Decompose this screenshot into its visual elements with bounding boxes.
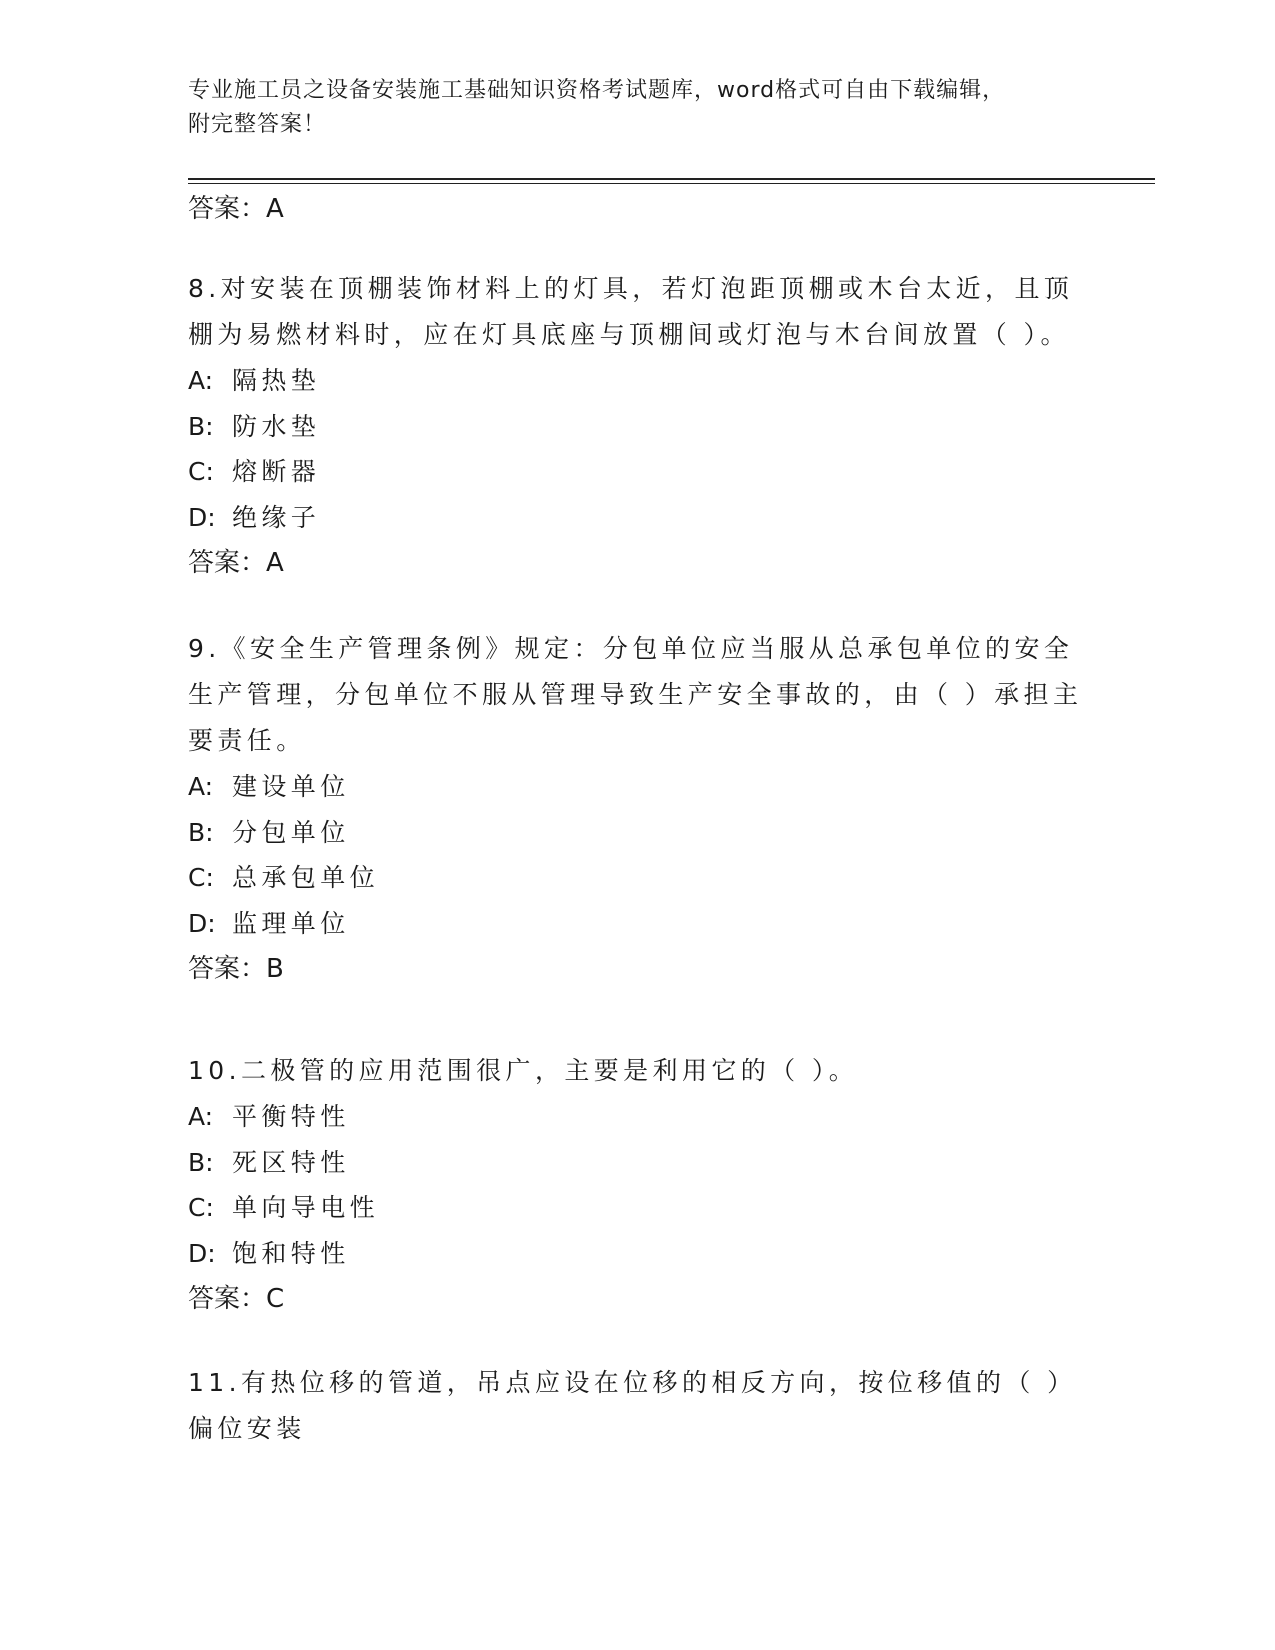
option-letter: D:: [188, 502, 216, 532]
option-text: 平衡特性: [232, 1102, 350, 1131]
header-line-1: 专业施工员之设备安装施工基础知识资格考试题库，word格式可自由下载编辑，: [188, 78, 1006, 103]
option-text: 绝缘子: [232, 502, 321, 532]
header-divider-thin: [188, 183, 1155, 184]
option-text: 监理单位: [232, 908, 350, 938]
option-letter: C:: [188, 457, 214, 486]
option-text: 饱和特性: [232, 1238, 350, 1268]
option-d: [188, 495, 1088, 541]
question-8: [188, 266, 1088, 586]
answer-label: 答案：A: [188, 194, 284, 224]
option-b: [188, 1140, 1088, 1186]
option-letter: D:: [188, 1238, 216, 1268]
previous-answer-block: [188, 186, 1088, 232]
option-letter: A:: [188, 1102, 214, 1131]
option-b: [188, 810, 1088, 856]
question-9: [188, 626, 1088, 992]
option-c: [188, 1185, 1088, 1231]
option-text: 熔断器: [232, 457, 321, 486]
question-10: [188, 1048, 1088, 1322]
question-stem: 10.二极管的应用范围很广，主要是利用它的（ ）。: [188, 1056, 859, 1085]
option-b: [188, 404, 1088, 450]
option-letter: C:: [188, 1193, 214, 1222]
option-letter: A:: [188, 366, 214, 395]
option-text: 分包单位: [232, 817, 350, 847]
option-text: 隔热垫: [232, 366, 321, 395]
option-letter: B:: [188, 817, 214, 847]
question-stem: 9.《安全生产管理条例》规定：分包单位应当服从总承包单位的安全生产管理，分包单位不服从管理导致生产安全事故的，由（ ）承担主要责任。: [188, 634, 1083, 755]
option-text: 单向导电性: [232, 1193, 380, 1222]
question-stem: 8.对安装在顶棚装饰材料上的灯具，若灯泡距顶棚或木台太近，且顶棚为易燃材料时，应在灯具底座与顶棚间或灯泡与木台间放置（ ）。: [188, 274, 1074, 349]
option-letter: D:: [188, 908, 216, 938]
question-stem: 11.有热位移的管道，吊点应设在位移的相反方向，按位移值的（ ）偏位安装: [188, 1368, 1077, 1443]
answer-label: 答案：B: [188, 954, 284, 984]
answer-label: 答案：C: [188, 1284, 285, 1314]
option-text: 总承包单位: [232, 863, 380, 892]
option-a: [188, 764, 1088, 810]
option-letter: B:: [188, 1147, 214, 1177]
option-a: [188, 1094, 1088, 1140]
header-line-2: 附完整答案！: [188, 112, 327, 137]
option-letter: C:: [188, 863, 214, 892]
option-text: 死区特性: [232, 1147, 350, 1177]
document-header: [188, 74, 1068, 142]
option-text: 防水垫: [232, 411, 321, 441]
header-divider-thick: [188, 178, 1155, 180]
option-letter: B:: [188, 411, 214, 441]
option-c: [188, 855, 1088, 901]
option-d: [188, 901, 1088, 947]
option-d: [188, 1231, 1088, 1277]
option-letter: A:: [188, 772, 214, 801]
option-c: [188, 449, 1088, 495]
answer-label: 答案：A: [188, 548, 284, 578]
question-11: [188, 1360, 1088, 1452]
option-a: [188, 358, 1088, 404]
option-text: 建设单位: [232, 772, 350, 801]
